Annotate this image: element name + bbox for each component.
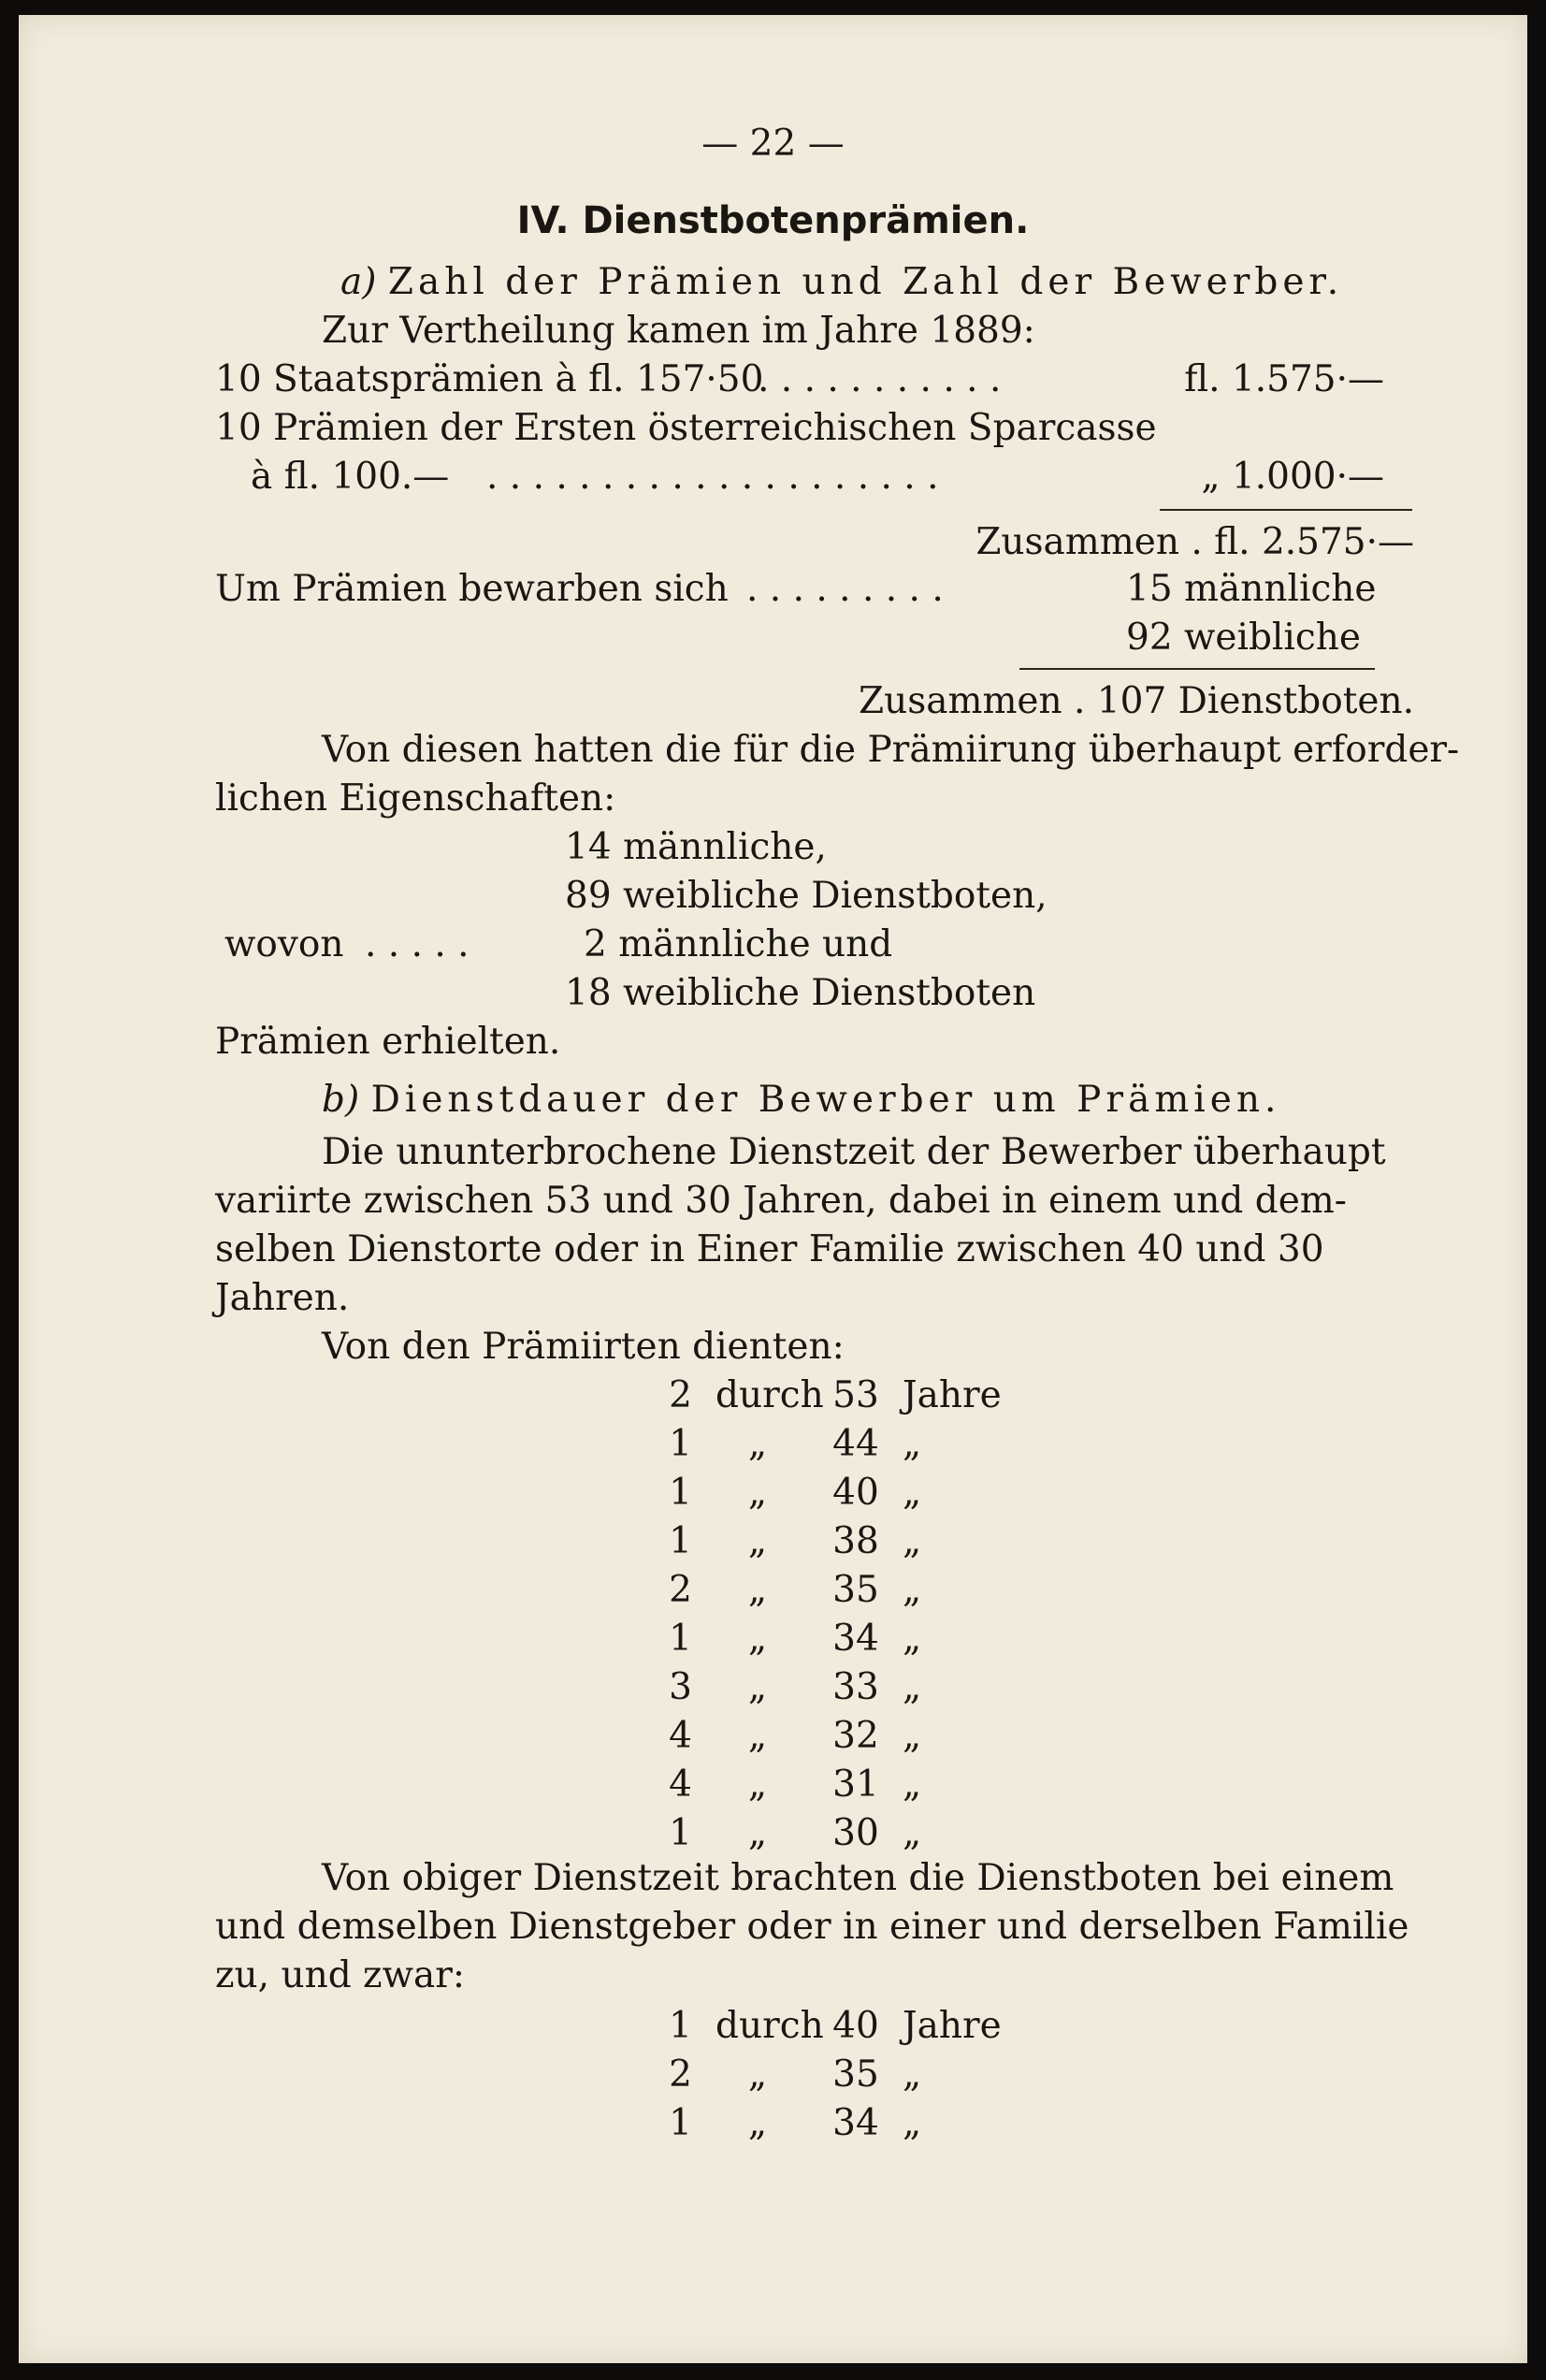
awarded-table-row-7-years: 33 bbox=[832, 1666, 879, 1708]
same-employer-para-line-1: Von obiger Dienstzeit brachten die Dienstboten bei einem bbox=[322, 1857, 1394, 1899]
subsection-b-title: Dienstdauer der Bewerber um Prämien. bbox=[370, 1079, 1281, 1121]
subsection-a-heading bbox=[340, 260, 1343, 305]
awarded-table-row-5-unit: „ bbox=[903, 1569, 922, 1611]
awarded-table-row-6-unit: „ bbox=[903, 1618, 922, 1660]
page-number: — 22 — bbox=[701, 123, 845, 165]
awarded-female: 18 weibliche Dienstboten bbox=[565, 972, 1036, 1014]
award-line-2: 10 Prämien der Ersten österreichischen Sparcasse bbox=[215, 407, 1157, 449]
same-employer-table-row-3-unit: „ bbox=[903, 2102, 922, 2144]
of-which-leader: . . . . . bbox=[365, 923, 470, 965]
of-which-label: wovon bbox=[224, 923, 344, 965]
awarded-table-row-2-by: „ bbox=[747, 1423, 768, 1465]
applicants-total: Zusammen . 107 Dienstboten. bbox=[858, 680, 1414, 722]
awarded-table-row-2-years: 44 bbox=[832, 1423, 879, 1465]
awarded-table-row-4-years: 38 bbox=[832, 1520, 879, 1562]
awarded-table-row-1-count: 2 bbox=[669, 1374, 692, 1416]
applicants-leader: . . . . . . . . . bbox=[746, 568, 944, 610]
qualified-para-line-2: lichen Eigenschaften: bbox=[215, 777, 616, 820]
award-line-3-label: à fl. 100.— bbox=[251, 456, 450, 498]
same-employer-table-row-2-unit: „ bbox=[903, 2053, 922, 2096]
same-employer-table-row-1-years: 40 bbox=[832, 2005, 879, 2047]
same-employer-table-row-2-years: 35 bbox=[832, 2053, 879, 2096]
awarded-table-row-8-unit: „ bbox=[903, 1715, 922, 1757]
awarded-table-row-10-by: „ bbox=[747, 1812, 768, 1854]
applicants-male: 15 männliche bbox=[1126, 568, 1377, 610]
duration-para-line-4: Jahren. bbox=[215, 1277, 350, 1319]
awarded-table-row-9-years: 31 bbox=[832, 1763, 879, 1806]
awarded-table-row-5-count: 2 bbox=[669, 1569, 692, 1611]
applicants-label: Um Prämien bewarben sich bbox=[215, 568, 729, 610]
same-employer-table-row-1-unit: Jahre bbox=[903, 2005, 1002, 2047]
awarded-table-row-7-count: 3 bbox=[669, 1666, 692, 1708]
document-page bbox=[19, 15, 1527, 2363]
awarded-table-row-4-by: „ bbox=[747, 1520, 768, 1562]
awarded-intro: Von den Prämiirten dienten: bbox=[322, 1326, 845, 1368]
award-line-1-label: 10 Staatsprämien à fl. 157·50 bbox=[215, 358, 764, 400]
award-line-3-leader: . . . . . . . . . . . . . . . . . . . . bbox=[486, 456, 939, 498]
subsection-b-marker: b) bbox=[322, 1079, 360, 1121]
sum-rule-2 bbox=[1019, 668, 1375, 670]
same-employer-para-line-2: und demselben Dienstgeber oder in einer und derselben Familie bbox=[215, 1906, 1409, 1948]
awards-total: Zusammen . fl. 2.575·— bbox=[975, 521, 1414, 563]
same-employer-table-row-2-count: 2 bbox=[669, 2053, 692, 2096]
awarded-table-row-9-count: 4 bbox=[669, 1763, 692, 1806]
awarded-table-row-1-years: 53 bbox=[832, 1374, 879, 1416]
same-employer-para-line-3: zu, und zwar: bbox=[215, 1954, 466, 1996]
award-line-3-amount: „ 1.000·— bbox=[1201, 456, 1384, 498]
awarded-table-row-1-by: durch bbox=[715, 1374, 824, 1416]
applicants-female: 92 weibliche bbox=[1126, 617, 1361, 659]
award-line-1-amount: fl. 1.575·— bbox=[1184, 358, 1384, 400]
award-line-1-leader: . . . . . . . . . . . bbox=[758, 358, 1002, 400]
same-employer-table-row-2-by: „ bbox=[747, 2053, 768, 2096]
section-title: IV. Dienstbotenprämien. bbox=[516, 199, 1030, 242]
awarded-table-row-3-count: 1 bbox=[669, 1472, 692, 1514]
same-employer-table-row-1-by: durch bbox=[715, 2005, 824, 2047]
awarded-table-row-10-years: 30 bbox=[832, 1812, 879, 1854]
awarded-table-row-9-unit: „ bbox=[903, 1763, 922, 1806]
awarded-table-row-3-years: 40 bbox=[832, 1472, 879, 1514]
awarded-table-row-2-unit: „ bbox=[903, 1423, 922, 1465]
qualified-male: 14 männliche, bbox=[565, 826, 827, 868]
awarded-table-row-4-count: 1 bbox=[669, 1520, 692, 1562]
awarded-table-row-5-years: 35 bbox=[832, 1569, 879, 1611]
awarded-table-row-4-unit: „ bbox=[903, 1520, 922, 1562]
awarded-table-row-5-by: „ bbox=[747, 1569, 768, 1611]
same-employer-table-row-3-count: 1 bbox=[669, 2102, 692, 2144]
awards-intro: Zur Vertheilung kamen im Jahre 1889: bbox=[322, 310, 1035, 352]
same-employer-table-row-3-by: „ bbox=[747, 2102, 768, 2144]
duration-para-line-3: selben Dienstorte oder in Einer Familie zwischen 40 und 30 bbox=[215, 1228, 1324, 1270]
same-employer-table-row-3-years: 34 bbox=[832, 2102, 879, 2144]
qualified-closing: Prämien erhielten. bbox=[215, 1021, 561, 1063]
sum-rule-1 bbox=[1160, 509, 1412, 511]
awarded-table-row-10-count: 1 bbox=[669, 1812, 692, 1854]
awarded-table-row-8-by: „ bbox=[747, 1715, 768, 1757]
same-employer-table-row-1-count: 1 bbox=[669, 2005, 692, 2047]
awarded-table-row-6-by: „ bbox=[747, 1618, 768, 1660]
awarded-table-row-3-unit: „ bbox=[903, 1472, 922, 1514]
qualified-female: 89 weibliche Dienstboten, bbox=[565, 875, 1048, 917]
qualified-para-line-1: Von diesen hatten die für die Prämiirung überhaupt erforder- bbox=[322, 729, 1460, 771]
awarded-table-row-7-unit: „ bbox=[903, 1666, 922, 1708]
awarded-table-row-8-years: 32 bbox=[832, 1715, 879, 1757]
duration-para-line-2: variirte zwischen 53 und 30 Jahren, dabei in einem und dem- bbox=[215, 1180, 1347, 1222]
subsection-a-marker: a) bbox=[340, 261, 377, 303]
awarded-table-row-3-by: „ bbox=[747, 1472, 768, 1514]
awarded-male: 2 männliche und bbox=[584, 923, 893, 965]
awarded-table-row-7-by: „ bbox=[747, 1666, 768, 1708]
awarded-table-row-9-by: „ bbox=[747, 1763, 768, 1806]
awarded-table-row-10-unit: „ bbox=[903, 1812, 922, 1854]
subsection-a-title: Zahl der Prämien und Zahl der Bewerber. bbox=[387, 261, 1344, 303]
awarded-table-row-8-count: 4 bbox=[669, 1715, 692, 1757]
duration-para-line-1: Die ununterbrochene Dienstzeit der Bewerber überhaupt bbox=[322, 1131, 1386, 1173]
awarded-table-row-2-count: 1 bbox=[669, 1423, 692, 1465]
awarded-table-row-6-count: 1 bbox=[669, 1618, 692, 1660]
awarded-table-row-1-unit: Jahre bbox=[903, 1374, 1002, 1416]
subsection-b-heading bbox=[322, 1078, 1280, 1123]
awarded-table-row-6-years: 34 bbox=[832, 1618, 879, 1660]
